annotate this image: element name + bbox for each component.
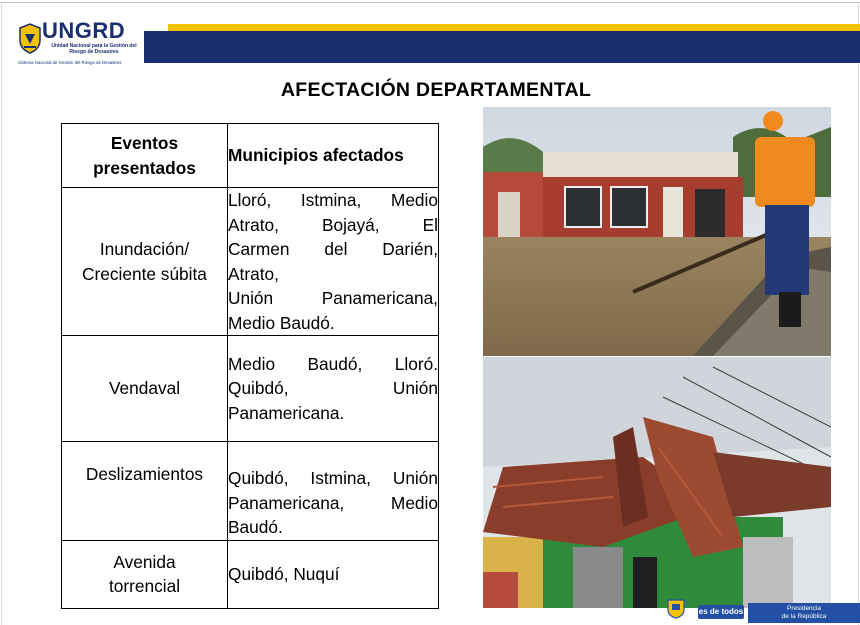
top-rule: [0, 2, 860, 3]
table-header-row: [62, 124, 439, 188]
table-row: [62, 442, 439, 541]
badge-presidencia-line2: de la República: [781, 613, 827, 620]
flood-photo: [483, 107, 831, 356]
table-row: [62, 188, 439, 336]
event-line: Avenida: [113, 551, 176, 572]
municipalities-line: Atrato, Bojayá, El: [228, 214, 438, 235]
event-line: Creciente súbita: [82, 263, 207, 284]
damage-photo-illustration: [483, 357, 831, 608]
municipalities-line: Panamericana.: [228, 402, 345, 423]
badge-presidencia-line1: Presidencia: [787, 605, 821, 612]
badge-es-de-todos: es de todos: [698, 605, 744, 619]
municipalities-line: Atrato,: [228, 263, 279, 284]
header-blue-band: [144, 31, 860, 63]
header-events: [62, 124, 228, 188]
logo-system-line: Sistema Nacional de Gestión del Riesgo de Desastres: [18, 60, 122, 65]
municipalities-cell: [228, 336, 439, 442]
table-row: [62, 336, 439, 442]
municipalities-line: Baudó.: [228, 517, 283, 537]
badge-presidencia: [748, 603, 860, 623]
ungrd-emblem-icon: [18, 22, 42, 54]
header-yellow-band: [168, 24, 860, 31]
footer-branding: [660, 593, 860, 625]
coat-of-arms-icon: [666, 597, 686, 619]
municipalities-line: Carmen del Darién,: [228, 239, 438, 259]
event-cell: [62, 540, 228, 608]
municipalities-line: Medio Baudó.: [228, 312, 335, 333]
event-cell: Vendaval: [62, 336, 228, 442]
municipalities-cell: [228, 188, 439, 336]
logo-wordmark: UNGRD: [42, 18, 126, 43]
table-row: [62, 540, 439, 608]
municipalities-line: Medio Baudó, Lloró.: [228, 353, 438, 374]
page-title: AFECTACIÓN DEPARTAMENTAL: [280, 79, 592, 101]
municipalities-line: Quibdó, Unión: [228, 378, 438, 399]
header-events-line2: presentados: [93, 157, 196, 178]
flood-photo-illustration: [483, 107, 831, 356]
header-events-line1: Eventos: [110, 133, 179, 153]
municipalities-line: Lloró, Istmina, Medio: [228, 190, 438, 210]
municipalities-cell: Quibdó, Nuquí: [228, 540, 439, 608]
event-cell: Deslizamientos: [62, 442, 228, 541]
logo-subtitle: Unidad Nacional para la Gestión del Riesgo de Desastres: [51, 43, 137, 55]
event-cell: [62, 188, 228, 336]
municipalities-line: Quibdó, Istmina, Unión: [228, 468, 438, 488]
event-line: torrencial: [108, 576, 181, 596]
damage-photo: [483, 357, 831, 608]
event-line: Inundación/: [99, 239, 190, 259]
municipalities-line: Panamericana, Medio: [228, 492, 438, 513]
municipalities-cell: [228, 442, 439, 541]
header-municipalities: Municipios afectados: [228, 124, 439, 188]
municipalities-line: Unión Panamericana,: [228, 288, 438, 308]
events-table: [61, 123, 439, 609]
ungrd-logo: [18, 18, 143, 66]
